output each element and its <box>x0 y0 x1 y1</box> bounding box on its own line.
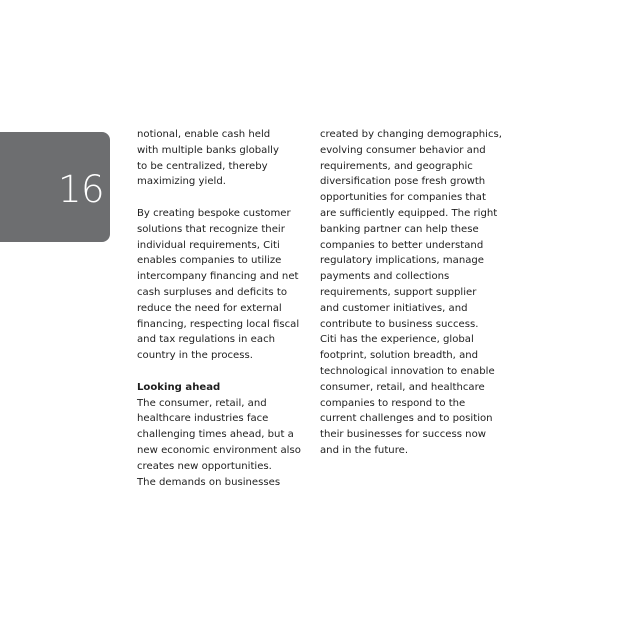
text-line: new economic environment also <box>137 444 301 456</box>
text-line: individual requirements, Citi <box>137 239 280 251</box>
text-line: created by changing demographics, <box>320 129 502 140</box>
right-paragraph-1 <box>320 127 502 459</box>
text-line: country in the process. <box>137 350 253 362</box>
text-line: contribute to business success. <box>320 318 479 330</box>
text-line: and customer initiatives, and <box>320 302 468 314</box>
text-line: are sufficiently equipped. The right <box>320 207 498 219</box>
text-line: with multiple banks globally <box>137 144 279 156</box>
text-line: Citi has the experience, global <box>320 334 474 346</box>
text-line: technological innovation to enable <box>320 365 495 377</box>
text-line: reduce the need for external <box>137 302 282 314</box>
text-line: By creating bespoke customer <box>137 207 291 219</box>
text-line: diversification pose fresh growth <box>320 176 486 188</box>
text-line: challenging times ahead, but a <box>137 429 294 441</box>
text-line: financing, respecting local fiscal <box>137 318 300 330</box>
text-line: to be centralized, thereby <box>137 160 268 172</box>
text-line: enables companies to utilize <box>137 255 282 267</box>
text-line: solutions that recognize their <box>137 223 285 235</box>
text-line: and in the future. <box>320 444 409 456</box>
text-line: The consumer, retail, and <box>137 397 267 409</box>
text-line: companies to better understand <box>320 239 484 251</box>
text-line: cash surpluses and deficits to <box>137 286 288 298</box>
left-paragraph-3 <box>137 380 309 491</box>
text-line: regulatory implications, manage <box>320 255 485 267</box>
text-line: their businesses for success now <box>320 429 487 441</box>
text-line: notional, enable cash held <box>137 129 271 140</box>
text-line: creates new opportunities. <box>137 460 272 472</box>
text-line: and tax regulations in each <box>137 334 276 346</box>
text-line: opportunities for companies that <box>320 192 486 204</box>
left-paragraph-2 <box>137 206 309 364</box>
text-line: consumer, retail, and healthcare <box>320 381 485 393</box>
text-line: intercompany financing and net <box>137 271 299 283</box>
text-line: payments and collections <box>320 271 450 283</box>
text-line: companies to respond to the <box>320 397 466 409</box>
left-text-column <box>137 127 309 490</box>
text-line: maximizing yield. <box>137 176 226 188</box>
text-line: evolving consumer behavior and <box>320 144 486 156</box>
text-line: footprint, solution breadth, and <box>320 350 479 362</box>
text-line: current challenges and to position <box>320 413 493 425</box>
text-line: requirements, support supplier <box>320 286 477 298</box>
text-line: requirements, and geographic <box>320 160 473 172</box>
text-line: banking partner can help these <box>320 223 479 235</box>
text-line: healthcare industries face <box>137 413 269 425</box>
text-line: The demands on businesses <box>137 476 281 488</box>
page-number: 16 <box>58 168 105 211</box>
right-text-column <box>320 127 502 459</box>
section-heading: Looking ahead <box>137 381 221 393</box>
left-paragraph-1 <box>137 127 309 190</box>
